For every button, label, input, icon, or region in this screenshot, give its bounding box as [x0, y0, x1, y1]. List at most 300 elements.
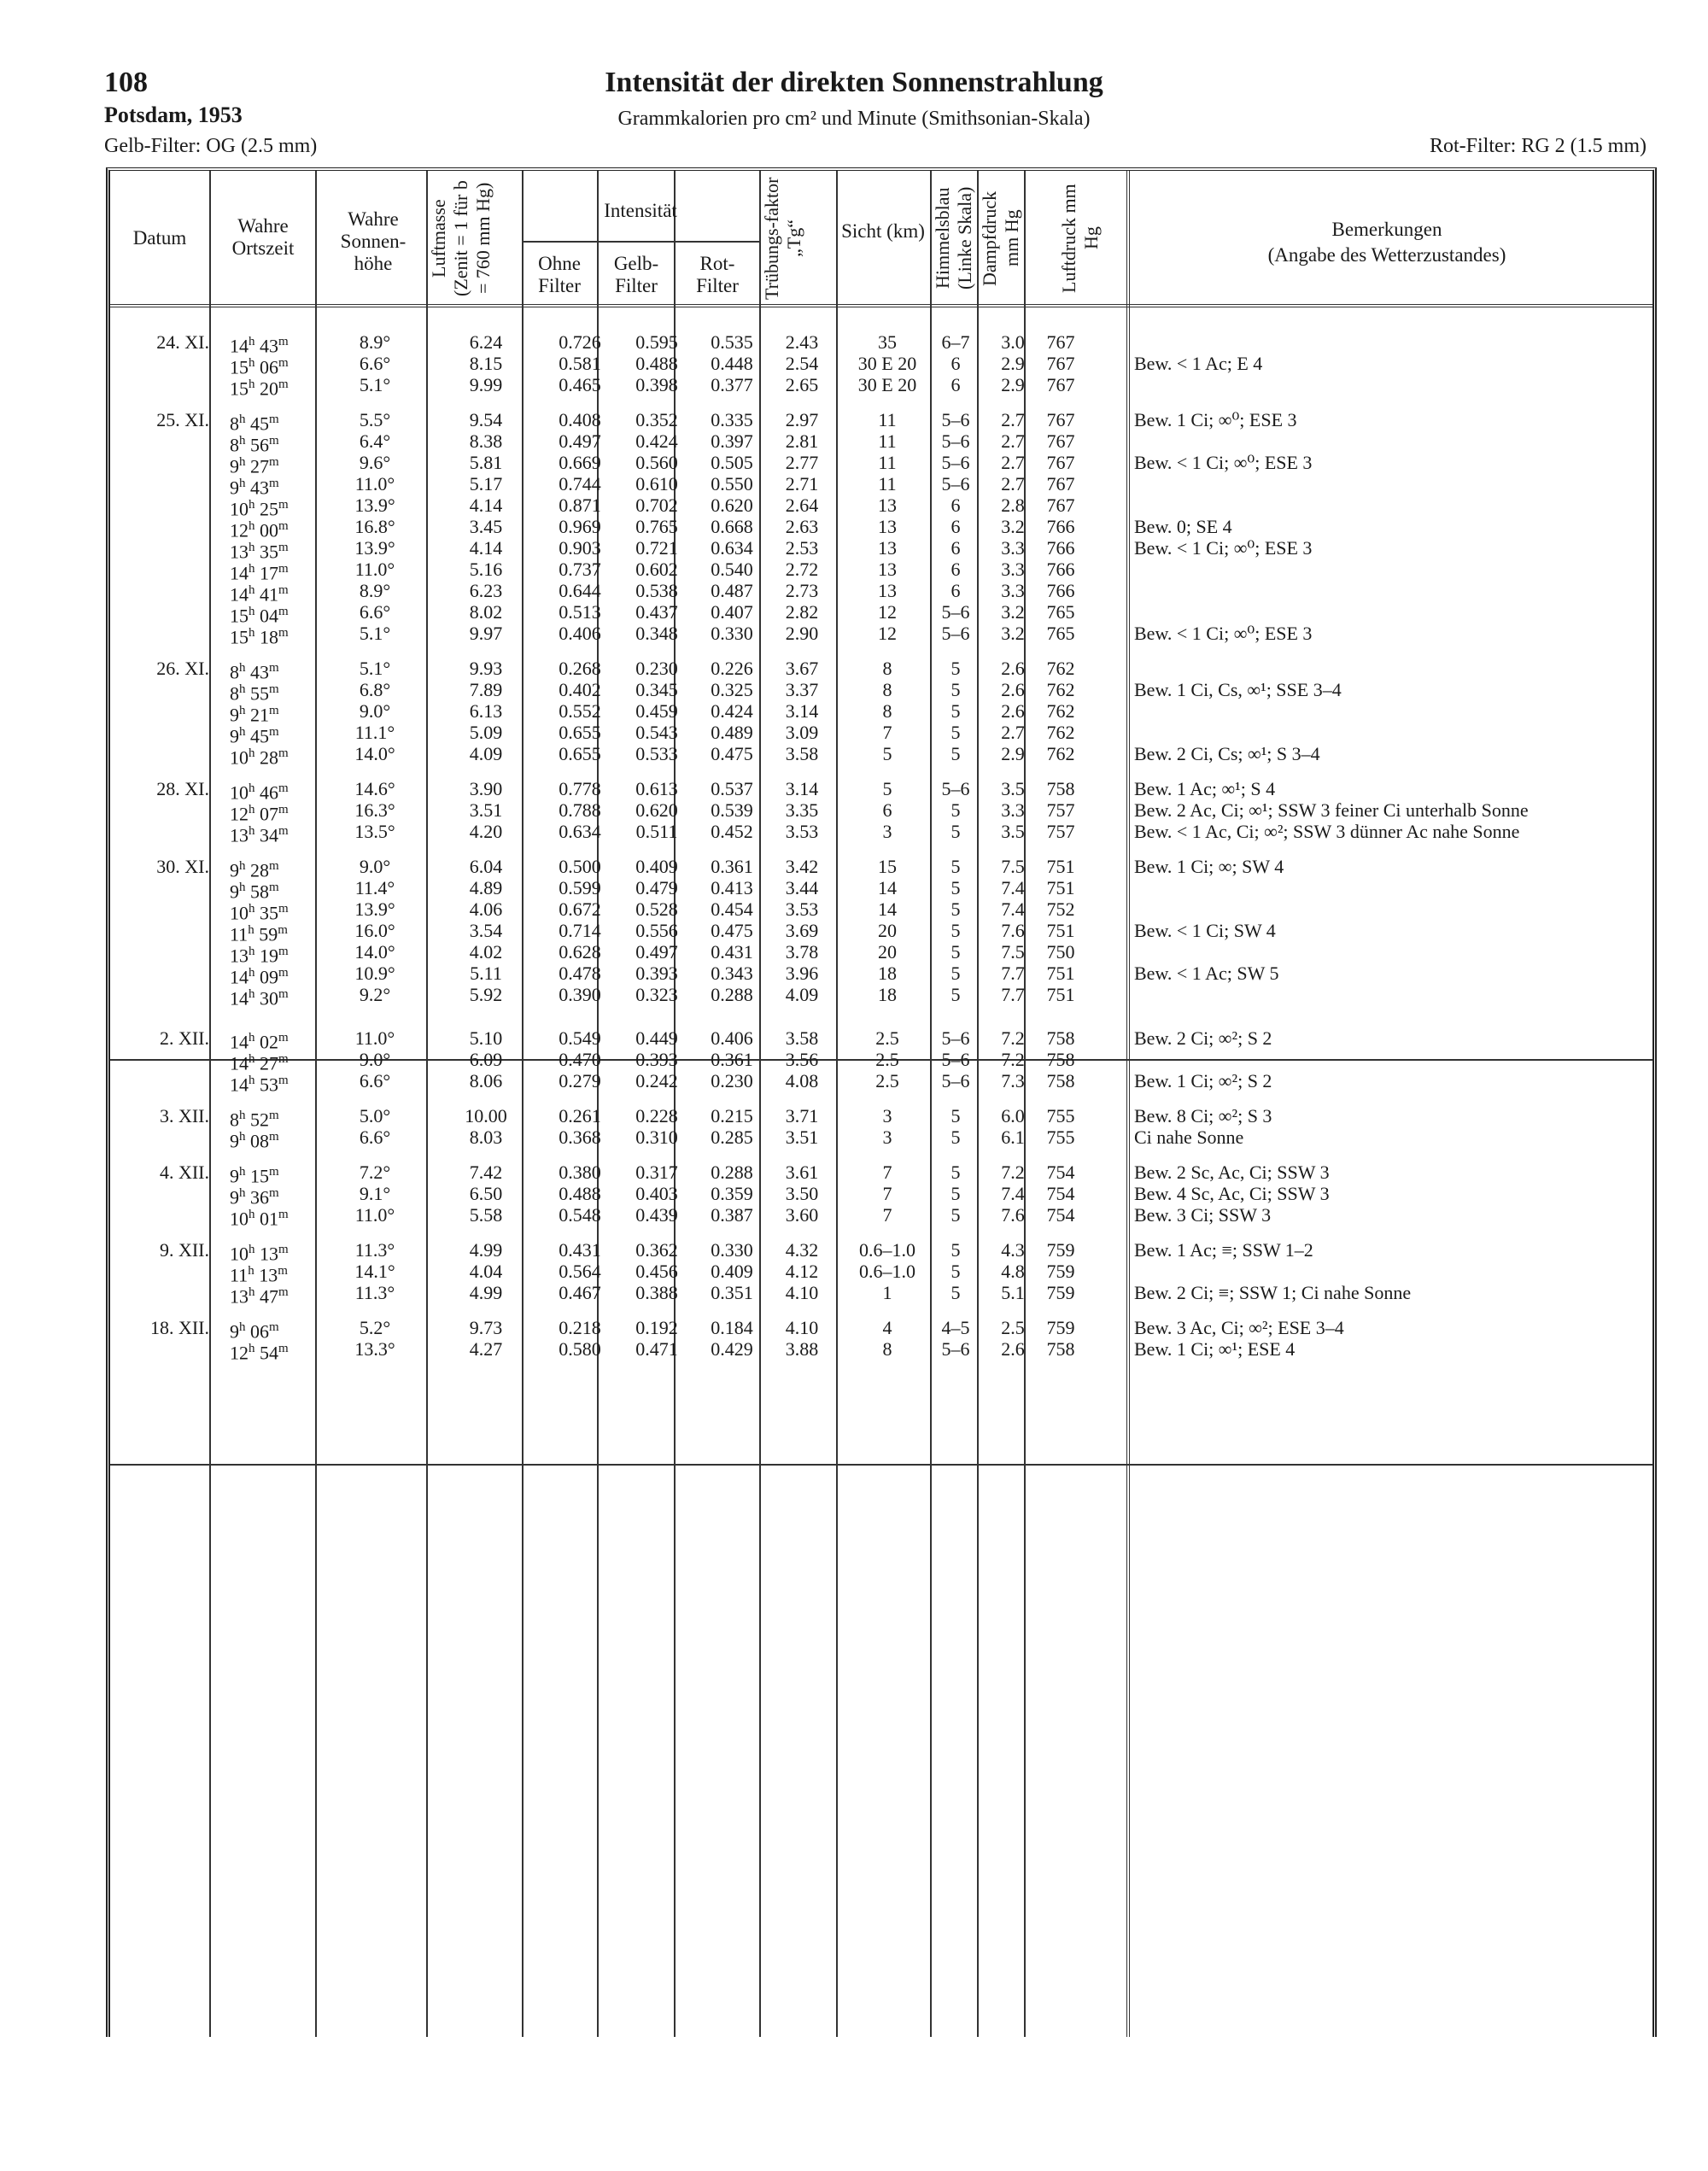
row-sun-altitude: 13.3° — [354, 1338, 395, 1360]
table-row — [110, 679, 1652, 705]
table-row — [110, 1261, 1652, 1286]
row-sun-altitude: 6.6° — [359, 601, 391, 623]
row-air-pressure: 754 — [1046, 1183, 1075, 1204]
row-sun-altitude: 6.4° — [359, 430, 391, 452]
row-sun-altitude: 5.0° — [359, 1105, 391, 1126]
row-air-mass: 6.50 — [469, 1183, 503, 1204]
row-turbidity: 3.58 — [785, 743, 819, 764]
row-date: 30. XI. — [156, 856, 209, 877]
row-remarks: Bew. 2 Ci; ≡; SSW 1; Ci nahe Sonne — [1134, 1282, 1412, 1303]
row-turbidity: 3.61 — [785, 1162, 819, 1183]
row-air-pressure: 751 — [1046, 984, 1075, 1005]
row-sky-blue: 5 — [951, 1282, 961, 1303]
row-intensity-yellow: 0.721 — [635, 537, 678, 559]
row-intensity-red: 0.226 — [711, 658, 753, 679]
row-sun-altitude: 10.9° — [354, 963, 395, 984]
header-rule — [110, 304, 1652, 307]
row-vapor-pressure: 7.7 — [1001, 963, 1025, 984]
table-row — [110, 1162, 1652, 1187]
row-air-pressure: 758 — [1046, 1049, 1075, 1070]
row-intensity-no-filter: 0.406 — [559, 623, 601, 644]
row-sun-altitude: 5.1° — [359, 374, 391, 395]
row-turbidity: 3.35 — [785, 799, 819, 821]
row-local-time: 12$^h$ 54$^m$ — [230, 1342, 289, 1364]
header-intensity: Intensität — [604, 200, 677, 221]
row-sky-blue: 5–6 — [941, 1338, 970, 1360]
row-vapor-pressure: 7.4 — [1001, 898, 1025, 920]
row-local-time: 13$^h$ 34$^m$ — [230, 824, 289, 846]
row-turbidity: 4.10 — [785, 1282, 819, 1303]
row-intensity-red: 0.475 — [711, 920, 753, 941]
row-visibility: 1 — [882, 1282, 892, 1303]
row-local-time: 14$^h$ 02$^m$ — [230, 1031, 289, 1053]
row-intensity-red: 0.397 — [711, 430, 753, 452]
row-intensity-yellow: 0.228 — [635, 1105, 678, 1126]
row-sun-altitude: 11.4° — [354, 877, 395, 898]
table-row — [110, 473, 1652, 499]
row-vapor-pressure: 6.1 — [1001, 1126, 1025, 1148]
row-sun-altitude: 9.1° — [359, 1183, 391, 1204]
row-intensity-yellow: 0.439 — [635, 1204, 678, 1226]
row-intensity-red: 0.634 — [711, 537, 753, 559]
row-intensity-no-filter: 0.218 — [559, 1317, 601, 1338]
table-row — [110, 941, 1652, 967]
row-intensity-red: 0.351 — [711, 1282, 753, 1303]
row-local-time: 9$^h$ 15$^m$ — [230, 1165, 279, 1187]
row-local-time: 13$^h$ 19$^m$ — [230, 945, 289, 967]
row-sun-altitude: 11.3° — [354, 1282, 395, 1303]
table-row — [110, 1338, 1652, 1364]
row-turbidity: 3.71 — [785, 1105, 819, 1126]
row-local-time: 9$^h$ 36$^m$ — [230, 1186, 279, 1208]
row-intensity-yellow: 0.362 — [635, 1239, 678, 1261]
row-intensity-red: 0.406 — [711, 1027, 753, 1049]
row-intensity-no-filter: 0.279 — [559, 1070, 601, 1091]
row-sun-altitude: 6.6° — [359, 1070, 391, 1091]
row-sky-blue: 5 — [951, 984, 961, 1005]
row-intensity-yellow: 0.348 — [635, 623, 678, 644]
row-air-mass: 5.11 — [470, 963, 502, 984]
row-sky-blue: 5–6 — [941, 778, 970, 799]
row-visibility: 7 — [882, 722, 892, 743]
header-sun-altitude: Wahre Sonnen-höhe — [340, 208, 407, 274]
table-row — [110, 1282, 1652, 1308]
row-visibility: 30 E 20 — [857, 374, 917, 395]
row-intensity-yellow: 0.459 — [635, 700, 678, 722]
row-sky-blue: 5–6 — [941, 430, 970, 452]
row-sky-blue: 5 — [951, 722, 961, 743]
row-turbidity: 3.51 — [785, 1126, 819, 1148]
row-intensity-red: 0.424 — [711, 700, 753, 722]
row-air-pressure: 758 — [1046, 778, 1075, 799]
row-sky-blue: 5 — [951, 799, 961, 821]
table-row — [110, 452, 1652, 477]
row-air-pressure: 759 — [1046, 1282, 1075, 1303]
row-intensity-red: 0.361 — [711, 1049, 753, 1070]
row-vapor-pressure: 4.8 — [1001, 1261, 1025, 1282]
row-intensity-no-filter: 0.368 — [559, 1126, 601, 1148]
row-intensity-yellow: 0.323 — [635, 984, 678, 1005]
row-turbidity: 2.90 — [785, 623, 819, 644]
row-air-pressure: 766 — [1046, 516, 1075, 537]
row-air-mass: 9.93 — [469, 658, 503, 679]
row-visibility: 6 — [882, 799, 892, 821]
page-title: Intensität der direkten Sonnenstrahlung — [605, 67, 1103, 98]
row-sun-altitude: 14.6° — [354, 778, 395, 799]
row-vapor-pressure: 4.3 — [1001, 1239, 1025, 1261]
row-turbidity: 3.42 — [785, 856, 819, 877]
row-air-pressure: 751 — [1046, 856, 1075, 877]
row-vapor-pressure: 2.7 — [1001, 473, 1025, 494]
row-intensity-red: 0.452 — [711, 821, 753, 842]
row-air-mass: 4.27 — [469, 1338, 503, 1360]
row-air-mass: 9.99 — [469, 374, 503, 395]
row-local-time: 8$^h$ 52$^m$ — [230, 1109, 279, 1131]
row-remarks: Bew. 2 Ac, Ci; ∞¹; SSW 3 feiner Ci unterhalb Sonne — [1134, 799, 1529, 821]
row-remarks: Bew. < 1 Ac; E 4 — [1134, 353, 1263, 374]
row-intensity-red: 0.475 — [711, 743, 753, 764]
row-sky-blue: 6 — [951, 353, 961, 374]
intensity-rule — [522, 241, 759, 243]
row-visibility: 14 — [878, 898, 897, 920]
row-visibility: 7 — [882, 1204, 892, 1226]
row-vapor-pressure: 2.6 — [1001, 658, 1025, 679]
table-row — [110, 743, 1652, 769]
table-row — [110, 353, 1652, 378]
table-row — [110, 601, 1652, 627]
table-row — [110, 700, 1652, 726]
table-row — [110, 409, 1652, 435]
row-intensity-red: 0.431 — [711, 941, 753, 963]
row-local-time: 9$^h$ 27$^m$ — [230, 455, 279, 477]
row-air-pressure: 767 — [1046, 409, 1075, 430]
row-air-mass: 8.02 — [469, 601, 503, 623]
row-remarks: Bew. < 1 Ci; ∞⁰; ESE 3 — [1134, 537, 1313, 559]
header-red-filter: Rot-Filter — [696, 253, 739, 296]
row-intensity-yellow: 0.610 — [635, 473, 678, 494]
row-air-mass: 4.14 — [469, 494, 503, 516]
table-row — [110, 1204, 1652, 1230]
row-intensity-no-filter: 0.431 — [559, 1239, 601, 1261]
row-intensity-red: 0.413 — [711, 877, 753, 898]
row-vapor-pressure: 2.9 — [1001, 374, 1025, 395]
table-row — [110, 1027, 1652, 1053]
table-row — [110, 1049, 1652, 1074]
table-row — [110, 1317, 1652, 1343]
row-visibility: 13 — [878, 537, 897, 559]
row-sky-blue: 6 — [951, 580, 961, 601]
row-air-pressure: 767 — [1046, 452, 1075, 473]
row-intensity-red: 0.343 — [711, 963, 753, 984]
row-local-time: 10$^h$ 01$^m$ — [230, 1208, 289, 1230]
row-sun-altitude: 9.0° — [359, 1049, 391, 1070]
header-yellow-filter: Gelb-Filter — [613, 253, 659, 296]
row-visibility: 0.6–1.0 — [859, 1239, 915, 1261]
row-sun-altitude: 16.8° — [354, 516, 395, 537]
row-vapor-pressure: 3.3 — [1001, 580, 1025, 601]
row-vapor-pressure: 2.7 — [1001, 430, 1025, 452]
row-vapor-pressure: 7.5 — [1001, 941, 1025, 963]
row-visibility: 8 — [882, 658, 892, 679]
yellow-filter-label: Gelb-Filter: OG (2.5 mm) — [104, 135, 318, 157]
page-subtitle: Grammkalorien pro cm² und Minute (Smithsonian-Skala) — [617, 108, 1091, 130]
row-sky-blue: 5 — [951, 700, 961, 722]
row-sun-altitude: 13.9° — [354, 494, 395, 516]
table-row — [110, 1105, 1652, 1131]
row-air-pressure: 755 — [1046, 1105, 1075, 1126]
row-sun-altitude: 11.3° — [354, 1239, 395, 1261]
row-sky-blue: 5 — [951, 963, 961, 984]
row-sky-blue: 5 — [951, 1239, 961, 1261]
row-vapor-pressure: 3.3 — [1001, 537, 1025, 559]
row-air-mass: 4.99 — [469, 1282, 503, 1303]
row-intensity-red: 0.454 — [711, 898, 753, 920]
radiation-table — [106, 167, 1657, 2037]
row-intensity-no-filter: 0.465 — [559, 374, 601, 395]
row-turbidity: 2.71 — [785, 473, 819, 494]
row-intensity-no-filter: 0.500 — [559, 856, 601, 877]
row-intensity-no-filter: 0.564 — [559, 1261, 601, 1282]
row-sun-altitude: 11.0° — [354, 473, 395, 494]
row-local-time: 9$^h$ 58$^m$ — [230, 881, 279, 903]
row-vapor-pressure: 2.6 — [1001, 700, 1025, 722]
row-air-pressure: 754 — [1046, 1204, 1075, 1226]
row-air-mass: 5.09 — [469, 722, 503, 743]
row-visibility: 18 — [878, 984, 897, 1005]
row-intensity-yellow: 0.595 — [635, 331, 678, 353]
table-row — [110, 898, 1652, 924]
row-intensity-yellow: 0.409 — [635, 856, 678, 877]
row-intensity-no-filter: 0.478 — [559, 963, 601, 984]
row-sky-blue: 5–6 — [941, 409, 970, 430]
row-vapor-pressure: 2.9 — [1001, 353, 1025, 374]
row-visibility: 3 — [882, 821, 892, 842]
row-visibility: 0.6–1.0 — [859, 1261, 915, 1282]
row-intensity-red: 0.230 — [711, 1070, 753, 1091]
row-sun-altitude: 5.1° — [359, 623, 391, 644]
table-row — [110, 821, 1652, 846]
row-visibility: 14 — [878, 877, 897, 898]
row-intensity-red: 0.330 — [711, 623, 753, 644]
row-turbidity: 4.09 — [785, 984, 819, 1005]
red-filter-label: Rot-Filter: RG 2 (1.5 mm) — [1430, 135, 1647, 157]
row-sky-blue: 5 — [951, 679, 961, 700]
row-intensity-red: 0.505 — [711, 452, 753, 473]
row-intensity-no-filter: 0.470 — [559, 1049, 601, 1070]
row-intensity-no-filter: 0.513 — [559, 601, 601, 623]
row-intensity-red: 0.288 — [711, 1162, 753, 1183]
row-air-pressure: 767 — [1046, 494, 1075, 516]
row-visibility: 8 — [882, 700, 892, 722]
row-intensity-yellow: 0.192 — [635, 1317, 678, 1338]
row-air-pressure: 755 — [1046, 1126, 1075, 1148]
row-intensity-yellow: 0.511 — [635, 821, 678, 842]
row-date: 2. XII. — [159, 1027, 209, 1049]
row-local-time: 15$^h$ 18$^m$ — [230, 626, 289, 648]
row-air-mass: 4.99 — [469, 1239, 503, 1261]
row-intensity-red: 0.288 — [711, 984, 753, 1005]
row-sky-blue: 5–6 — [941, 1049, 970, 1070]
row-intensity-no-filter: 0.634 — [559, 821, 601, 842]
row-local-time: 14$^h$ 41$^m$ — [230, 583, 289, 606]
table-row — [110, 494, 1652, 520]
table-row — [110, 430, 1652, 456]
row-local-time: 10$^h$ 35$^m$ — [230, 902, 289, 924]
row-sun-altitude: 11.0° — [354, 1204, 395, 1226]
row-air-mass: 6.24 — [469, 331, 503, 353]
row-air-mass: 5.92 — [469, 984, 503, 1005]
row-air-mass: 5.58 — [469, 1204, 503, 1226]
row-vapor-pressure: 3.3 — [1001, 799, 1025, 821]
row-air-pressure: 765 — [1046, 601, 1075, 623]
row-intensity-no-filter: 0.497 — [559, 430, 601, 452]
row-air-pressure: 762 — [1046, 679, 1075, 700]
row-turbidity: 3.96 — [785, 963, 819, 984]
row-intensity-no-filter: 0.261 — [559, 1105, 601, 1126]
row-intensity-yellow: 0.543 — [635, 722, 678, 743]
row-turbidity: 2.77 — [785, 452, 819, 473]
row-air-mass: 4.14 — [469, 537, 503, 559]
row-visibility: 7 — [882, 1162, 892, 1183]
row-intensity-no-filter: 0.737 — [559, 559, 601, 580]
row-air-mass: 7.89 — [469, 679, 503, 700]
row-turbidity: 2.82 — [785, 601, 819, 623]
table-row — [110, 799, 1652, 825]
row-air-mass: 5.10 — [469, 1027, 503, 1049]
row-vapor-pressure: 3.5 — [1001, 821, 1025, 842]
table-row — [110, 920, 1652, 945]
row-remarks: Bew. 1 Ci; ∞⁰; ESE 3 — [1134, 409, 1297, 430]
row-visibility: 3 — [882, 1126, 892, 1148]
row-sky-blue: 6 — [951, 494, 961, 516]
row-intensity-red: 0.535 — [711, 331, 753, 353]
row-vapor-pressure: 7.3 — [1001, 1070, 1025, 1091]
row-sky-blue: 5–6 — [941, 601, 970, 623]
row-intensity-yellow: 0.437 — [635, 601, 678, 623]
row-local-time: 15$^h$ 20$^m$ — [230, 377, 289, 400]
row-sun-altitude: 9.6° — [359, 452, 391, 473]
row-visibility: 11 — [878, 430, 897, 452]
row-intensity-red: 0.550 — [711, 473, 753, 494]
row-local-time: 9$^h$ 08$^m$ — [230, 1130, 279, 1152]
row-local-time: 11$^h$ 13$^m$ — [230, 1264, 288, 1286]
row-turbidity: 2.65 — [785, 374, 819, 395]
row-sun-altitude: 6.6° — [359, 353, 391, 374]
row-visibility: 8 — [882, 679, 892, 700]
row-intensity-no-filter: 0.714 — [559, 920, 601, 941]
header-no-filter: Ohne Filter — [538, 253, 581, 296]
row-turbidity: 3.53 — [785, 821, 819, 842]
row-intensity-yellow: 0.424 — [635, 430, 678, 452]
row-local-time: 15$^h$ 04$^m$ — [230, 605, 289, 627]
row-remarks: Ci nahe Sonne — [1134, 1126, 1244, 1148]
row-sun-altitude: 14.1° — [354, 1261, 395, 1282]
row-sky-blue: 6–7 — [941, 331, 970, 353]
row-intensity-red: 0.407 — [711, 601, 753, 623]
row-intensity-red: 0.285 — [711, 1126, 753, 1148]
row-intensity-no-filter: 0.580 — [559, 1338, 601, 1360]
header-remarks-sub: (Angabe des Wetterzustandes) — [1267, 244, 1506, 266]
row-sky-blue: 5 — [951, 821, 961, 842]
row-local-time: 9$^h$ 43$^m$ — [230, 477, 279, 499]
row-intensity-yellow: 0.403 — [635, 1183, 678, 1204]
row-turbidity: 4.08 — [785, 1070, 819, 1091]
row-vapor-pressure: 2.6 — [1001, 679, 1025, 700]
row-vapor-pressure: 3.5 — [1001, 778, 1025, 799]
row-vapor-pressure: 2.7 — [1001, 409, 1025, 430]
row-visibility: 13 — [878, 559, 897, 580]
row-intensity-red: 0.489 — [711, 722, 753, 743]
row-visibility: 4 — [882, 1317, 892, 1338]
row-air-pressure: 759 — [1046, 1261, 1075, 1282]
row-sun-altitude: 7.2° — [359, 1162, 391, 1183]
table-row — [110, 580, 1652, 606]
row-air-mass: 5.16 — [469, 559, 503, 580]
row-vapor-pressure: 7.5 — [1001, 856, 1025, 877]
row-sun-altitude: 9.0° — [359, 856, 391, 877]
table-row — [110, 331, 1652, 357]
row-air-mass: 8.06 — [469, 1070, 503, 1091]
row-local-time: 10$^h$ 25$^m$ — [230, 498, 289, 520]
table-row — [110, 722, 1652, 747]
row-local-time: 8$^h$ 45$^m$ — [230, 413, 279, 435]
row-intensity-no-filter: 0.380 — [559, 1162, 601, 1183]
row-intensity-red: 0.215 — [711, 1105, 753, 1126]
row-air-mass: 3.90 — [469, 778, 503, 799]
row-date: 26. XI. — [156, 658, 209, 679]
row-visibility: 15 — [878, 856, 897, 877]
row-date: 4. XII. — [159, 1162, 209, 1183]
row-air-pressure: 757 — [1046, 821, 1075, 842]
header-visibility: Sicht (km) — [841, 220, 925, 242]
row-date: 28. XI. — [156, 778, 209, 799]
header-remarks: Bemerkungen — [1331, 219, 1442, 240]
row-vapor-pressure: 2.5 — [1001, 1317, 1025, 1338]
row-air-mass: 10.00 — [465, 1105, 507, 1126]
table-row — [110, 1126, 1652, 1152]
row-turbidity: 3.78 — [785, 941, 819, 963]
row-visibility: 5 — [882, 778, 892, 799]
row-local-time: 14$^h$ 30$^m$ — [230, 987, 289, 1009]
row-intensity-yellow: 0.456 — [635, 1261, 678, 1282]
row-intensity-yellow: 0.230 — [635, 658, 678, 679]
row-air-pressure: 751 — [1046, 963, 1075, 984]
row-sun-altitude: 5.1° — [359, 658, 391, 679]
row-remarks: Bew. 1 Ci; ∞²; S 2 — [1134, 1070, 1272, 1091]
row-air-pressure: 752 — [1046, 898, 1075, 920]
row-vapor-pressure: 3.3 — [1001, 559, 1025, 580]
row-intensity-yellow: 0.765 — [635, 516, 678, 537]
row-sky-blue: 5 — [951, 1162, 961, 1183]
row-turbidity: 4.10 — [785, 1317, 819, 1338]
row-air-mass: 9.54 — [469, 409, 503, 430]
row-intensity-red: 0.330 — [711, 1239, 753, 1261]
row-intensity-no-filter: 0.390 — [559, 984, 601, 1005]
row-local-time: 9$^h$ 45$^m$ — [230, 725, 279, 747]
row-sun-altitude: 14.0° — [354, 941, 395, 963]
row-sun-altitude: 16.0° — [354, 920, 395, 941]
table-row — [110, 374, 1652, 400]
row-intensity-no-filter: 0.549 — [559, 1027, 601, 1049]
row-sky-blue: 5 — [951, 743, 961, 764]
row-intensity-no-filter: 0.402 — [559, 679, 601, 700]
header-local-time: Wahre Ortszeit — [231, 215, 295, 259]
table-row — [110, 984, 1652, 1009]
row-intensity-yellow: 0.388 — [635, 1282, 678, 1303]
row-intensity-yellow: 0.310 — [635, 1126, 678, 1148]
row-remarks: Bew. 2 Ci, Cs; ∞¹; S 3–4 — [1134, 743, 1320, 764]
row-air-mass: 4.89 — [469, 877, 503, 898]
